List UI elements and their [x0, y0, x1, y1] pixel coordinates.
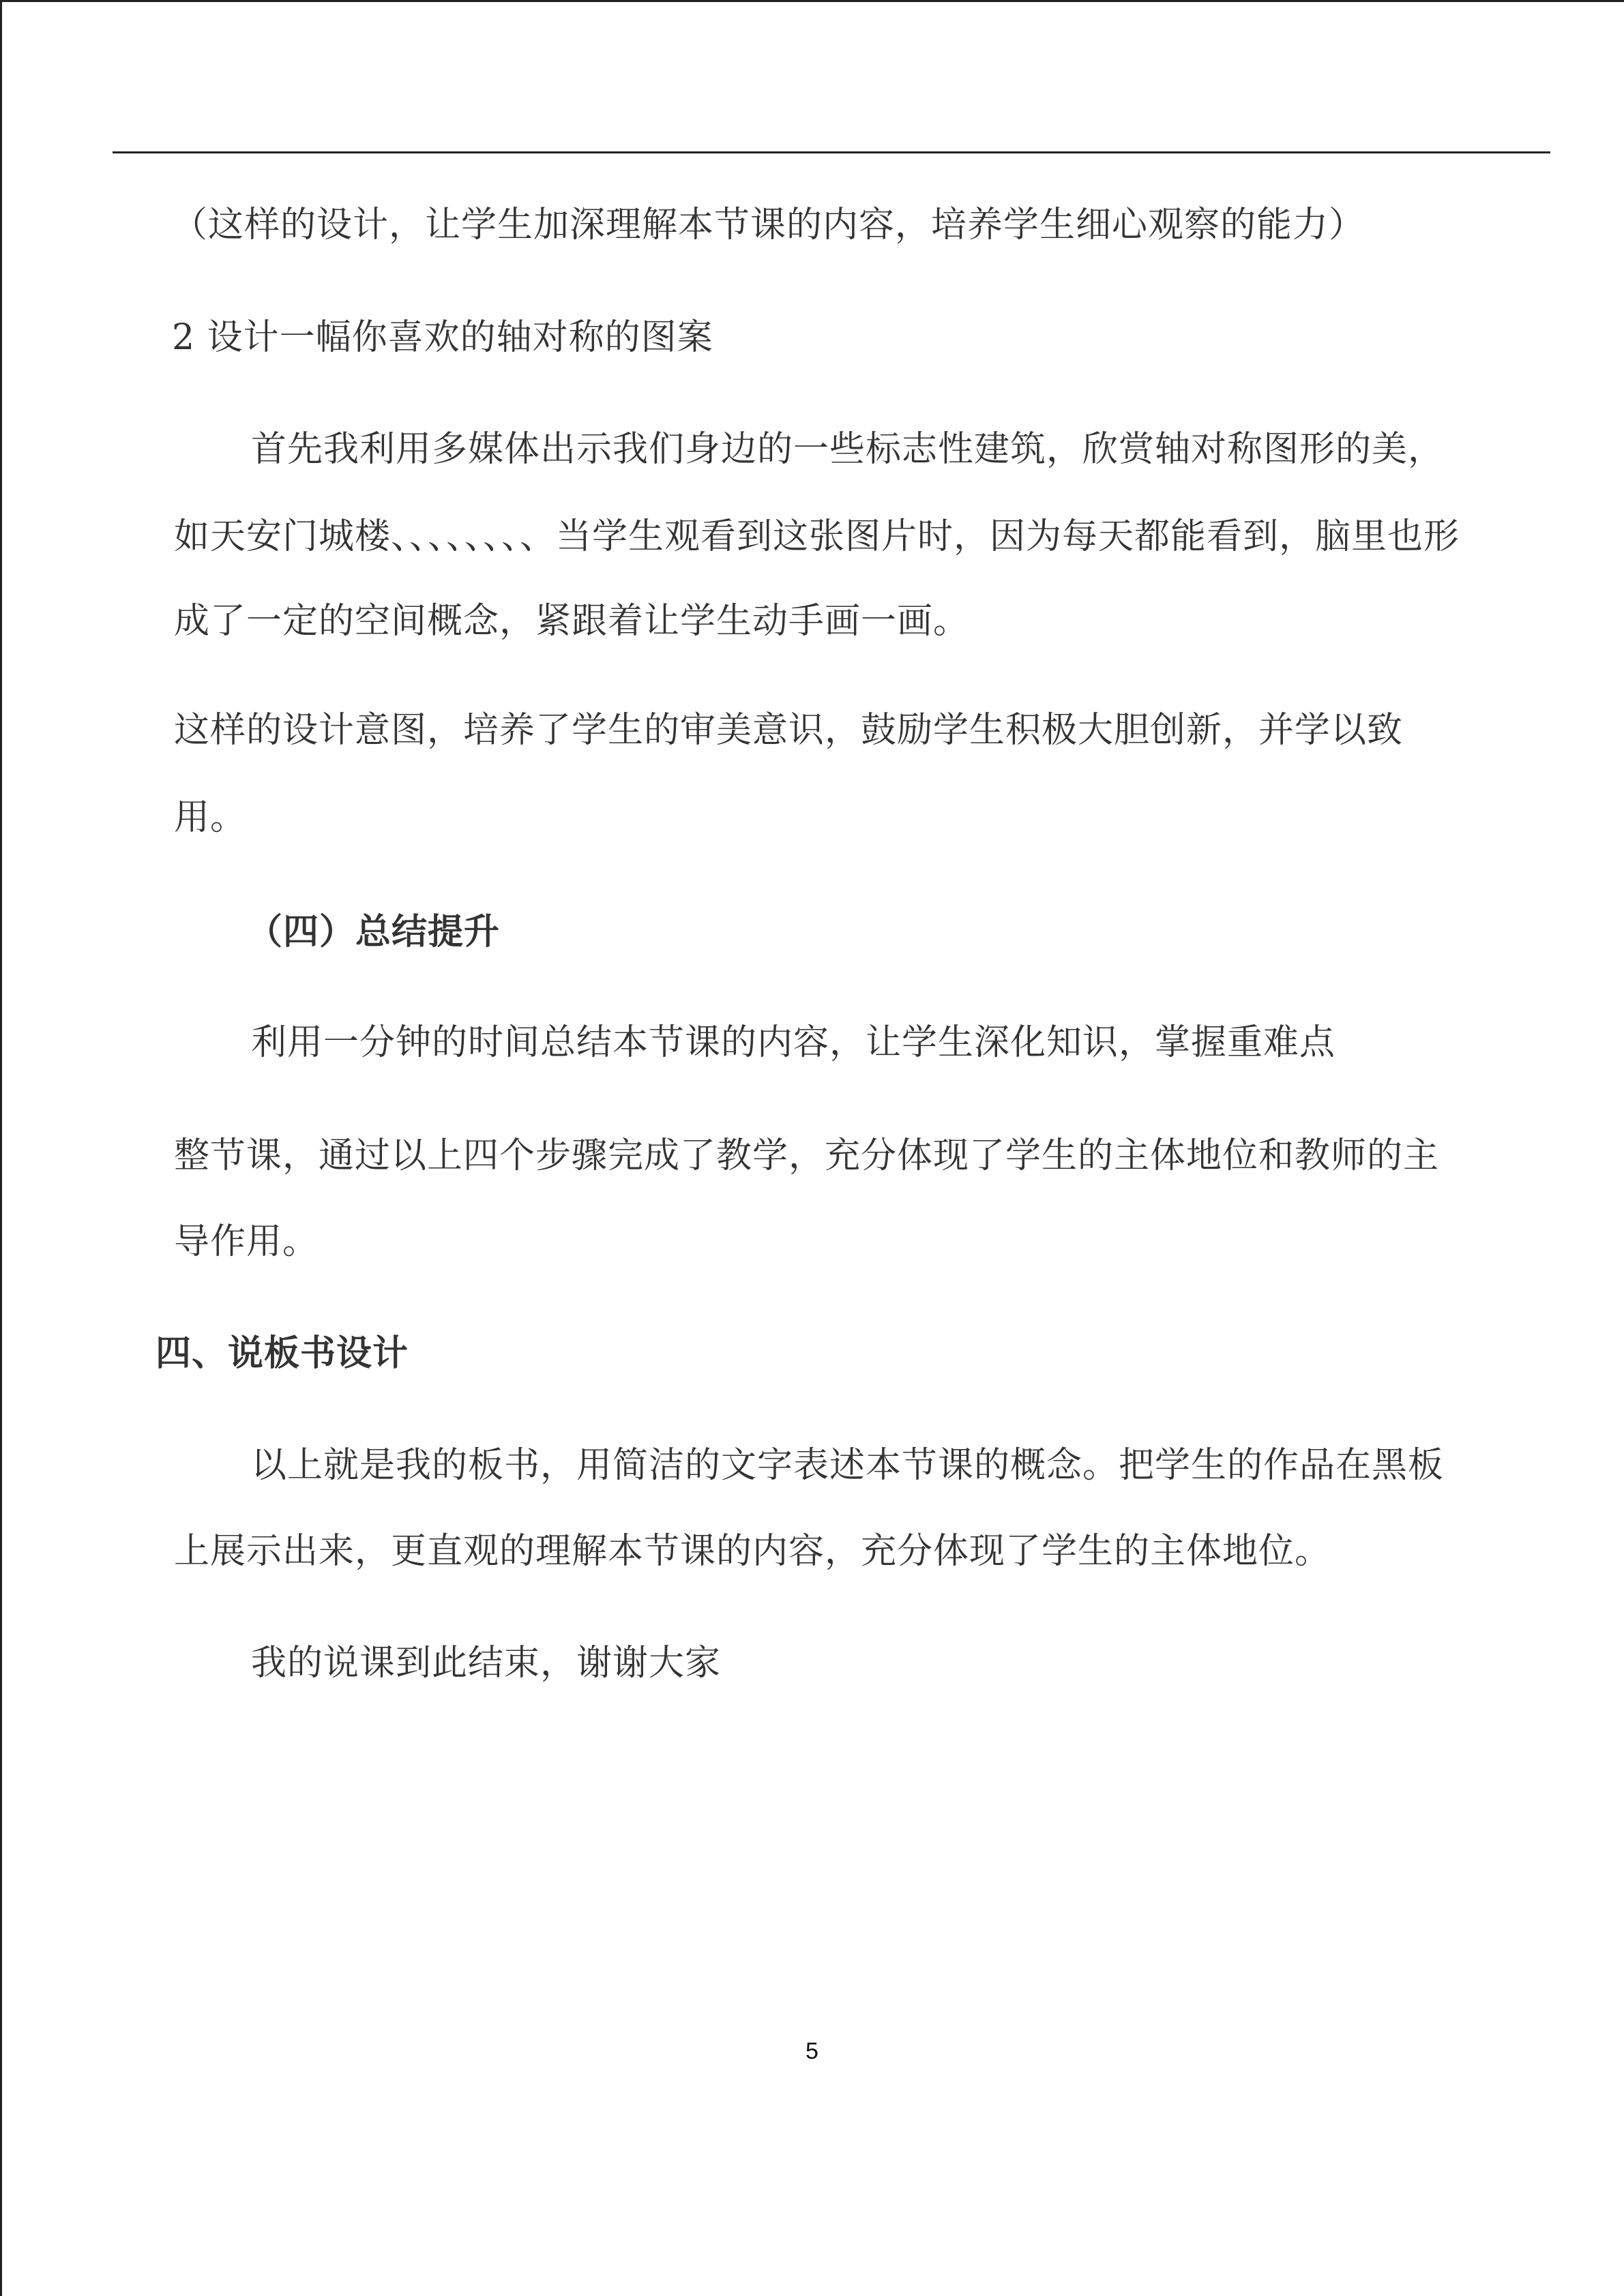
section-heading-summary: （四）总结提升	[247, 911, 501, 953]
paragraph-line: 这样的设计意图，培养了学生的审美意识，鼓励学生积极大胆创新，并学以致	[174, 710, 1404, 751]
paragraph-line: 成了一定的空间概念，紧跟着让学生动手画一画。	[174, 601, 970, 642]
header-rule	[113, 151, 1550, 153]
paragraph-line-item-2: 2 设计一幅你喜欢的轴对称的图案	[172, 317, 713, 358]
paragraph-line: 以上就是我的板书，用简洁的文字表述本节课的概念。把学生的作品在黑板	[251, 1445, 1445, 1486]
paragraph-line: 利用一分钟的时间总结本节课的内容，让学生深化知识，掌握重难点	[251, 1022, 1336, 1063]
section-heading-blackboard: 四、说板书设计	[156, 1332, 409, 1374]
paragraph-line: 用。	[174, 797, 247, 838]
paragraph-line: 整节课，通过以上四个步骤完成了教学，充分体现了学生的主体地位和教师的主	[174, 1135, 1440, 1176]
paragraph-line: 首先我利用多媒体出示我们身边的一些标志性建筑，欣赏轴对称图形的美，	[251, 429, 1445, 470]
closing-line: 我的说课到此结束，谢谢大家	[251, 1643, 722, 1684]
paragraph-line: 如天安门城楼、、、、、、、、当学生观看到这张图片时，因为每天都能看到，脑里也形	[174, 516, 1460, 557]
paragraph-line: 上展示出来，更直观的理解本节课的内容，充分体现了学生的主体地位。	[174, 1531, 1331, 1572]
paragraph-line: 导作用。	[174, 1221, 319, 1262]
page-number: 5	[806, 2038, 818, 2064]
paragraph-line-design-note: （这样的设计，让学生加深理解本节课的内容，培养学生细心观察的能力）	[172, 205, 1365, 245]
